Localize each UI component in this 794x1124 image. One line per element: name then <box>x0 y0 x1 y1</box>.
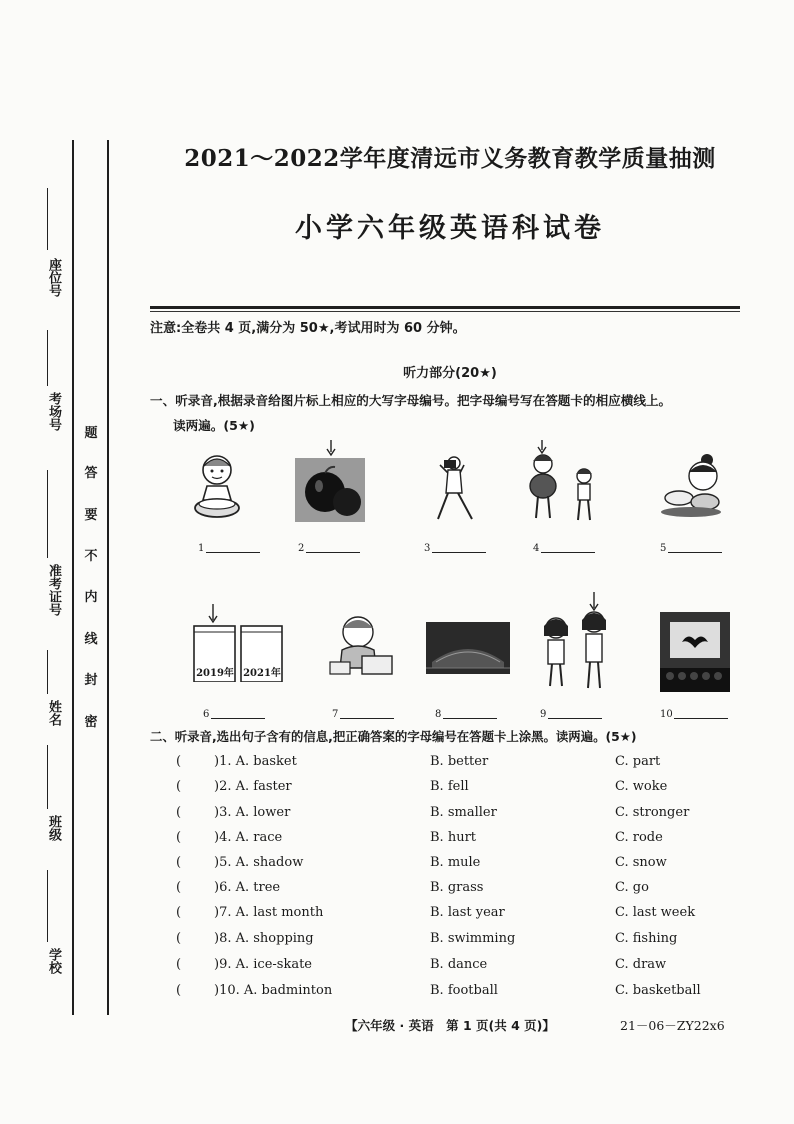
cinema-icon <box>660 612 730 692</box>
option-a[interactable]: )10. A. badminton <box>214 983 333 998</box>
answer-blank[interactable]: 1 <box>198 540 262 554</box>
option-b[interactable]: B. better <box>430 754 489 769</box>
stadium-icon <box>426 622 510 674</box>
seal-char-4: 不 <box>84 549 98 564</box>
answer-blank[interactable]: 10 <box>660 706 732 720</box>
answer-blank[interactable]: 8 <box>435 706 501 720</box>
answer-blank[interactable]: 9 <box>540 706 606 720</box>
option-b[interactable]: B. fell <box>430 779 469 794</box>
option-c[interactable]: C. stronger <box>615 805 690 820</box>
field-admission-number-label: 准考证号 <box>46 564 61 616</box>
question-row: ( )3. A. lower B. smaller C. stronger <box>176 805 690 820</box>
field-exam-room-label: 考场号 <box>46 392 61 431</box>
exam-code: 21－06－ZY22x6 <box>620 1018 725 1033</box>
section-title: 听力部分(20★) <box>403 366 497 381</box>
option-a[interactable]: )4. A. race <box>214 830 283 845</box>
option-a[interactable]: )2. A. faster <box>214 779 292 794</box>
option-b[interactable]: B. dance <box>430 957 488 972</box>
option-c[interactable]: C. basketball <box>615 983 701 998</box>
field-school-label: 学校 <box>46 948 61 974</box>
option-a[interactable]: )5. A. shadow <box>214 855 304 870</box>
option-b[interactable]: B. mule <box>430 855 481 870</box>
answer-blank[interactable]: 4 <box>533 540 597 554</box>
answer-blank[interactable]: 2 <box>298 540 362 554</box>
header-rule-thin <box>150 311 740 312</box>
question-row: ( )4. A. race B. hurt C. rode <box>176 830 663 845</box>
tall-and-short-boys-icon <box>528 440 602 522</box>
question-row: ( )9. A. ice-skate B. dance C. draw <box>176 957 667 972</box>
option-b[interactable]: B. last year <box>430 905 505 920</box>
field-seat-number-label: 座位号 <box>46 258 61 297</box>
option-c[interactable]: C. draw <box>615 957 667 972</box>
calendar-icon <box>193 604 283 682</box>
question-row: ( )8. A. shopping B. swimming C. fishing <box>176 931 678 946</box>
calendar-label-2019: 2019年 <box>196 668 234 679</box>
field-seat-number <box>36 188 60 318</box>
exam-title: 2021～2022学年度清远市义务教育教学质量抽测 <box>184 145 716 172</box>
question-row: ( )7. A. last month B. last year C. last week <box>176 905 696 920</box>
option-c[interactable]: C. last week <box>615 905 696 920</box>
field-exam-room <box>36 330 60 440</box>
option-b[interactable]: B. hurt <box>430 830 477 845</box>
option-a[interactable]: )8. A. shopping <box>214 931 314 946</box>
question-row: ( )10. A. badminton B. football C. basketball <box>176 983 701 998</box>
option-c[interactable]: C. snow <box>615 855 667 870</box>
option-a[interactable]: )6. A. tree <box>214 880 281 895</box>
header-rule <box>150 306 740 309</box>
field-name-label: 姓名 <box>46 700 61 726</box>
question-row: ( )1. A. basket B. better C. part <box>176 754 661 769</box>
exam-note: 注意:全卷共 4 页,满分为 50★,考试用时为 60 分钟。 <box>150 321 466 336</box>
part2-instruction: 二、听录音,选出句子含有的信息,把正确答案的字母编号在答题卡上涂黑。读两遍。(5★) <box>150 729 637 744</box>
field-class-label: 班级 <box>46 815 61 841</box>
answer-blank[interactable]: 7 <box>332 706 398 720</box>
option-c[interactable]: C. woke <box>615 779 668 794</box>
seal-char-6: 线 <box>84 632 98 647</box>
part1-instruction: 一、听录音,根据录音给图片标上相应的大写字母编号。把字母编号写在答题卡的相应横线上。 <box>150 393 672 408</box>
sick-boy-icon <box>328 612 400 680</box>
page-footer: 【六年级 · 英语 第 1 页(共 4 页)】 <box>345 1018 555 1033</box>
apples-icon <box>295 440 365 522</box>
option-a[interactable]: )9. A. ice-skate <box>214 957 313 972</box>
question-row: ( )2. A. faster B. fell C. woke <box>176 779 668 794</box>
option-b[interactable]: B. football <box>430 983 498 998</box>
field-admission-number <box>36 470 60 640</box>
seal-char-2: 答 <box>84 466 98 481</box>
seal-char-5: 内 <box>84 590 98 605</box>
answer-blank[interactable]: 5 <box>660 540 724 554</box>
calendar-label-2021: 2021年 <box>243 668 281 679</box>
question-row: ( )6. A. tree B. grass C. go <box>176 880 649 895</box>
option-c[interactable]: C. part <box>615 754 661 769</box>
option-b[interactable]: B. grass <box>430 880 484 895</box>
two-girls-icon <box>538 592 614 690</box>
answer-blank[interactable]: 6 <box>203 706 269 720</box>
girl-eating-icon <box>655 452 727 520</box>
option-c[interactable]: C. rode <box>615 830 663 845</box>
seal-char-8: 密 <box>84 715 98 730</box>
photographer-icon <box>434 455 476 521</box>
part1-instruction-cont: 读两遍。(5★) <box>173 418 255 433</box>
seal-char-3: 要 <box>84 508 98 523</box>
option-c[interactable]: C. fishing <box>615 931 678 946</box>
option-a[interactable]: )1. A. basket <box>214 754 297 769</box>
option-b[interactable]: B. swimming <box>430 931 516 946</box>
field-name <box>36 650 60 730</box>
option-b[interactable]: B. smaller <box>430 805 497 820</box>
seal-char-1: 题 <box>84 426 98 441</box>
option-a[interactable]: )3. A. lower <box>214 805 291 820</box>
question-row: ( )5. A. shadow B. mule C. snow <box>176 855 667 870</box>
answer-blank[interactable]: 3 <box>424 540 488 554</box>
option-c[interactable]: C. go <box>615 880 649 895</box>
option-a[interactable]: )7. A. last month <box>214 905 324 920</box>
exam-subtitle: 小学六年级英语科试卷 <box>295 213 605 244</box>
seal-char-7: 封 <box>84 673 98 688</box>
child-washing-icon <box>193 452 241 522</box>
